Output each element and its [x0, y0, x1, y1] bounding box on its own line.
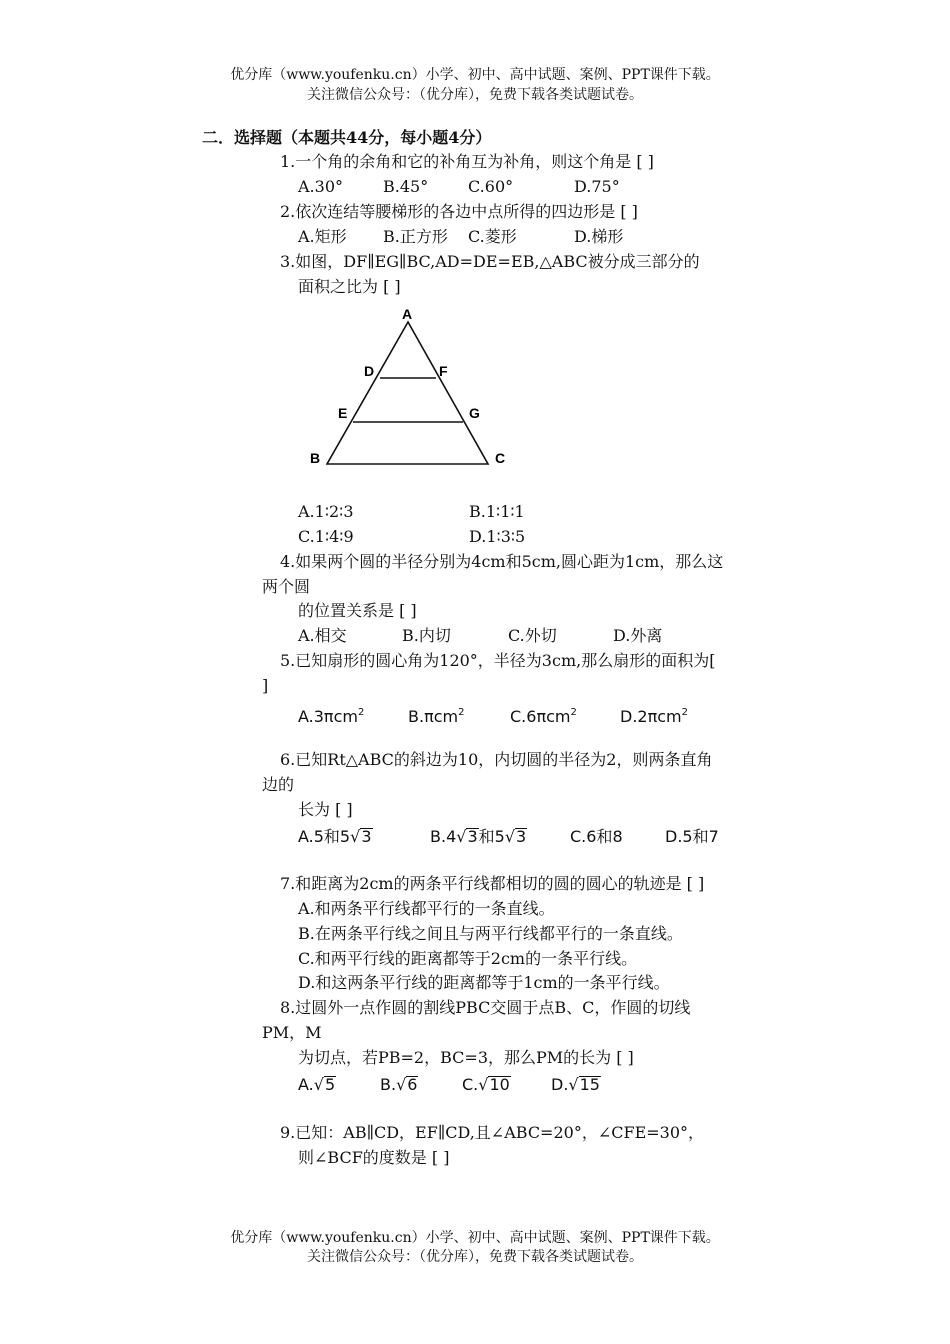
footer-line-1: 优分库（www.youfenku.cn）小学、初中、高中试题、案例、PPT课件下载。: [230, 1230, 720, 1246]
q8-option-a: A.√5: [298, 1075, 336, 1094]
q2-option-c: C.菱形: [468, 227, 517, 246]
q3-option-b: B.1∶1∶1: [469, 502, 525, 521]
q5-stem-line-1: 5.已知扇形的圆心角为120°，半径为3cm,那么扇形的面积为[: [280, 651, 716, 670]
q7-option-a: A.和两条平行线都平行的一条直线。: [298, 899, 555, 918]
triangle-abc: [327, 322, 488, 464]
section-title: 二．选择题（本题共44分，每小题4分）: [202, 128, 492, 147]
q7-option-d: D.和这两条平行线的距离都等于1cm的一条平行线。: [298, 973, 670, 992]
triangle-figure: [300, 300, 520, 475]
q1-stem: 1.一个角的余角和它的补角互为补角，则这个角是 [ ]: [280, 152, 654, 171]
q3-option-d: D.1∶3∶5: [469, 527, 526, 546]
q8-stem-line-3: 为切点，若PB=2，BC=3，那么PM的长为 [ ]: [298, 1048, 634, 1067]
q9-stem-line-2: 则∠BCF的度数是 [ ]: [298, 1148, 450, 1167]
q9-stem-line-1: 9.已知：AB∥CD，EF∥CD,且∠ABC=20°，∠CFE=30°，: [280, 1123, 705, 1142]
q7-stem: 7.和距离为2cm的两条平行线都相切的圆的圆心的轨迹是 [ ]: [280, 874, 705, 893]
q5-stem-line-2: ]: [262, 676, 269, 695]
label-d: D: [364, 363, 375, 379]
q5-option-c: C.6πcm$^2$: [510, 707, 577, 726]
q5-option-b: B.πcm$^2$: [408, 707, 465, 726]
q6-option-b: B.4√3和5√3: [430, 827, 527, 846]
q1-option-d: D.75°: [574, 177, 620, 196]
q4-option-d: D.外离: [613, 626, 663, 645]
q3-stem-line-1: 3.如图，DF∥EG∥BC,AD=DE=EB,△ABC被分成三部分的: [280, 252, 700, 271]
q7-option-c: C.和两平行线的距离都等于2cm的一条平行线。: [298, 949, 638, 968]
q8-option-d: D.√15: [551, 1075, 600, 1094]
q6-option-a: A.5和5√3: [298, 827, 372, 846]
q4-stem-line-1: 4.如果两个圆的半径分别为4cm和5cm,圆心距为1cm，那么这: [280, 552, 724, 571]
q2-option-b: B.正方形: [383, 227, 448, 246]
q2-stem: 2.依次连结等腰梯形的各边中点所得的四边形是 [ ]: [280, 202, 638, 221]
q2-option-a: A.矩形: [298, 227, 347, 246]
label-a: A: [402, 306, 413, 322]
label-g: G: [469, 405, 480, 421]
q4-option-a: A.相交: [298, 626, 347, 645]
q6-stem-line-3: 长为 [ ]: [298, 800, 353, 819]
q1-option-c: C.60°: [468, 177, 514, 196]
label-c: C: [495, 450, 506, 466]
q6-stem-line-1: 6.已知Rt△ABC的斜边为10，内切圆的半径为2，则两条直角: [280, 750, 713, 769]
q4-stem-line-3: 的位置关系是 [ ]: [298, 601, 417, 620]
label-e: E: [338, 405, 348, 421]
q8-option-c: C.√10: [462, 1075, 510, 1094]
q1-option-a: A.30°: [298, 177, 343, 196]
q3-option-c: C.1∶4∶9: [298, 527, 354, 546]
header-line-2: 关注微信公众号：（优分库），免费下载各类试题试卷。: [307, 87, 643, 103]
q4-option-c: C.外切: [508, 626, 557, 645]
q6-option-d: D.5和7: [665, 827, 719, 846]
q3-stem-line-2: 面积之比为 [ ]: [298, 277, 401, 296]
label-b: B: [310, 450, 321, 466]
q7-option-b: B.在两条平行线之间且与两平行线都平行的一条直线。: [298, 924, 683, 943]
footer-line-2: 关注微信公众号：（优分库），免费下载各类试题试卷。: [307, 1249, 643, 1265]
q4-stem-line-2: 两个圆: [262, 577, 311, 596]
q6-stem-line-2: 边的: [262, 775, 295, 794]
q6-option-c: C.6和8: [570, 827, 623, 846]
q3-option-a: A.1∶2∶3: [298, 502, 354, 521]
q8-stem-line-1: 8.过圆外一点作圆的割线PBC交圆于点B、C，作圆的切线: [280, 998, 691, 1017]
label-f: F: [439, 363, 448, 379]
q8-stem-line-2: PM，M: [262, 1023, 322, 1042]
q5-option-a: A.3πcm$^2$: [298, 707, 365, 726]
q5-option-d: D.2πcm$^2$: [620, 707, 688, 726]
q8-option-b: B.√6: [380, 1075, 418, 1094]
header-line-1: 优分库（www.youfenku.cn）小学、初中、高中试题、案例、PPT课件下载。: [230, 67, 720, 83]
q1-option-b: B.45°: [383, 177, 429, 196]
q4-option-b: B.内切: [402, 626, 451, 645]
q2-option-d: D.梯形: [574, 227, 624, 246]
